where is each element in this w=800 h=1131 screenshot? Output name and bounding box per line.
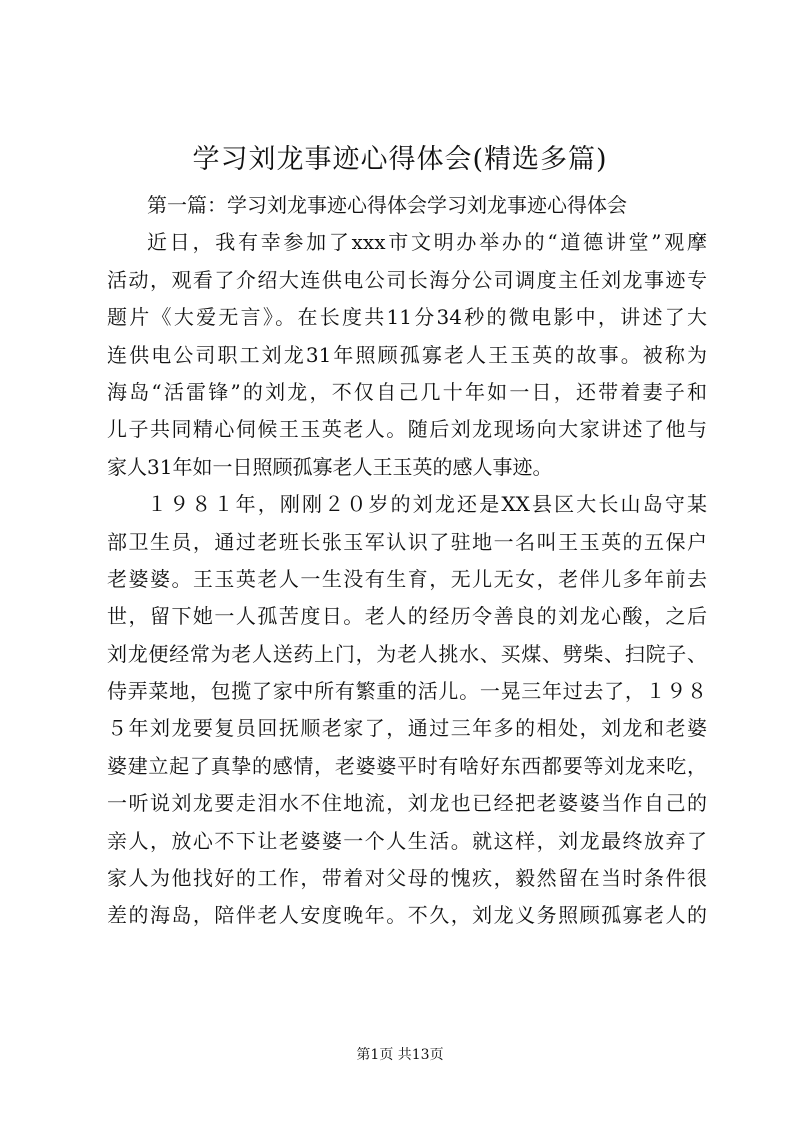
paragraph-line: 世，留下她一人孤苦度日。老人的经历令善良的刘龙心酸，之后 bbox=[107, 604, 707, 629]
paragraph-line: ５年刘龙要复员回抚顺老家了，通过三年多的相处，刘龙和老婆 bbox=[107, 716, 707, 741]
paragraph-line: 一听说刘龙要走泪水不住地流，刘龙也已经把老婆婆当作自己的 bbox=[107, 791, 707, 816]
paragraph-line: 婆建立起了真挚的感情，老婆婆平时有啥好东西都要等刘龙来吃， bbox=[107, 753, 707, 778]
paragraph-line: 家人31年如一日照顾孤寡老人王玉英的感人事迹。 bbox=[107, 454, 553, 479]
paragraph-line: 近日，我有幸参加了xxx市文明办举办的“道德讲堂”观摩 bbox=[147, 230, 707, 255]
document-title: 学习刘龙事迹心得体会(精选多篇) bbox=[192, 144, 608, 175]
section-heading: 第一篇：学习刘龙事迹心得体会学习刘龙事迹心得体会 bbox=[147, 193, 627, 217]
paragraph-line: 侍弄菜地，包揽了家中所有繁重的活儿。一晃三年过去了，１９８ bbox=[107, 679, 707, 704]
paragraph-line: 差的海岛，陪伴老人安度晚年。不久，刘龙义务照顾孤寡老人的 bbox=[107, 903, 707, 928]
page-number: 第1页 共13页 bbox=[356, 1047, 444, 1063]
paragraph-line: 部卫生员，通过老班长张玉军认识了驻地一名叫王玉英的五保户 bbox=[107, 529, 707, 554]
paragraph-line: 家人为他找好的工作，带着对父母的愧疚，毅然留在当时条件很 bbox=[107, 866, 707, 891]
paragraph-line: 刘龙便经常为老人送药上门，为老人挑水、买煤、劈柴、扫院子、 bbox=[107, 641, 707, 666]
paragraph-line: 活动，观看了介绍大连供电公司长海分公司调度主任刘龙事迹专 bbox=[107, 267, 707, 292]
paragraph-line: 儿子共同精心伺候王玉英老人。随后刘龙现场向大家讲述了他与 bbox=[107, 417, 707, 442]
paragraph-line: 连供电公司职工刘龙31年照顾孤寡老人王玉英的故事。被称为 bbox=[107, 342, 707, 367]
paragraph-line: １９８１年，刚刚２０岁的刘龙还是XX县区大长山岛守某 bbox=[147, 492, 707, 517]
document-body bbox=[107, 187, 707, 935]
paragraph-line: 海岛“活雷锋”的刘龙，不仅自己几十年如一日，还带着妻子和 bbox=[107, 379, 707, 404]
paragraph-line: 题片《大爱无言》。在长度共11分34秒的微电影中，讲述了大 bbox=[107, 305, 707, 330]
paragraph-line: 亲人，放心不下让老婆婆一个人生活。就这样，刘龙最终放弃了 bbox=[107, 828, 707, 853]
paragraph-line: 老婆婆。王玉英老人一生没有生育，无儿无女，老伴儿多年前去 bbox=[107, 566, 707, 591]
